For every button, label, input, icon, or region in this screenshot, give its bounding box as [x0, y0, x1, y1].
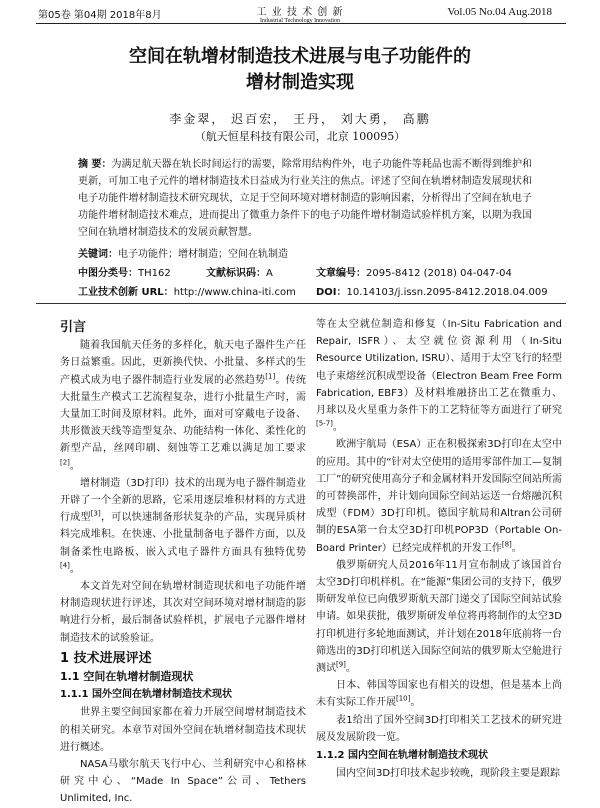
citation: [2] — [60, 458, 70, 467]
intro-paragraph-2 — [60, 475, 306, 578]
section-1-1-2-heading: 1.1.2 国内空间在轨增材制造技术现状 — [316, 750, 488, 762]
article-number-label: 文章编号： — [316, 268, 366, 279]
text-span: 。 — [410, 697, 421, 709]
paper-title-line-1: 空间在轨增材制造技术进展与电子功能件的 — [129, 46, 471, 67]
text-span: 。 — [69, 563, 80, 575]
text-span: 。 — [345, 663, 356, 675]
esa-paragraph — [316, 436, 562, 556]
url-value[interactable]: http://www.china-iti.com — [173, 287, 296, 298]
citation: [8] — [501, 540, 512, 549]
abstract-text: 为满足航天器在轨长时间运行的需要，除常用结构件外，电子功能件等耗品也需不断得到维护和更新，可加工电子元件的增材制造技术日益成为行业关注的焦点。评述了空间在轨增材制造发展现状和电子功能件增材制造技术研究现状，立足于空间环境对增材制造的影响因素，分析得出了空间在轨电子功能件增材制造技术难点，进而提出了微重力条件下的电子功能件增材制造试验样机方案，以期为我国空间在轨增材制造技术的发展贡献智慧。 — [78, 159, 533, 238]
nasa-paragraph: NASA马歇尔航天飞行中心、兰利研究中心和格林研究中心、“Made In Space”公司、Tethers Unlimited, Inc. — [60, 759, 306, 805]
affiliation: （航天恒星科技有限公司，北京 100095） — [194, 130, 406, 143]
url-label: 工业技术创新 URL： — [78, 287, 174, 298]
intro-paragraph-3: 本文首先对空间在轨增材制造现状和电子功能件增材制造现状进行评述，其次对空间环境对增材制造的影响进行分析，最后制备试验样机，扩展电子元器件增材制造技术的试验验证。 — [60, 581, 306, 644]
keywords-text: 电子功能件；增材制造；空间在轨制造 — [118, 249, 288, 260]
doi-label: DOI： — [316, 287, 347, 298]
isfr-paragraph — [316, 316, 562, 436]
intro-paragraph-1 — [60, 337, 306, 475]
clc-field — [78, 264, 171, 279]
text-span: 等在太空就位制造和修复（In-Situ Fabrication and Repair, ISFR）、太空就位资源利用（In-Situ Resource Utilization, ISRU）、适用于太空飞行的轻型电子束熔丝沉积成型设备（Electron Beam Free Form Fabrication, EBF3）及材料堆融挤出工艺在微重力、月球以及火星重力条件下的工艺特征等方面进行了研究 — [316, 319, 562, 417]
text-span: 俄罗斯研究人员2016年11月宣布制成了该国首台太空3D打印机样机。在“能源”集团公司的支持下，俄罗斯研发单位已向俄罗斯航天部门递交了国际空间站试验申请。如果获批，俄罗斯研发单位将再将制作的太空3D打印机进行多轮地面测试，并计划在2018年底前将一台筛选出的3D打印机送入国际空间站的俄罗斯太空舱进行测试 — [316, 559, 562, 675]
clc-label: 中图分类号： — [78, 268, 138, 279]
doc-code-field — [206, 264, 273, 279]
section-1-heading: 1 技术进展评述 — [60, 650, 152, 666]
citation: [1] — [265, 372, 276, 381]
journal-name-en: Industrial Technology Innovation — [259, 18, 341, 24]
text-span: 。 — [332, 422, 343, 434]
text-span: 日本、韩国等国家也有相关的设想，但是基本上尚未有实际工作开展 — [316, 680, 562, 709]
right-column — [316, 316, 562, 782]
text-span: ，可以快速制备形状复杂的产品，实现异质材料完成堆积。在快速、小批量制备电子器件方面，以及制备柔性电路板、嵌入式电子器件方面具有独特优势 — [60, 512, 307, 558]
keywords-row — [78, 245, 538, 260]
doc-code-label: 文献标识码： — [206, 268, 266, 279]
article-number-value: 2095-8412 (2018) 04-047-04 — [366, 268, 512, 279]
authors: 李金翠， 迟百宏， 王丹， 刘大勇， 高鹏 — [169, 112, 431, 126]
doi-field — [316, 283, 548, 298]
journal-name-cn: 工 业 技 术 创 新 — [256, 7, 344, 18]
russia-paragraph — [316, 557, 562, 677]
citation: [10] — [396, 695, 411, 704]
keywords-label: 关键词： — [78, 249, 118, 260]
text-span: 增材制造（3D打印）技术的出现为电子器件制造业开辟了一个全新的思路，它采用逐层堆积材料的方式进行成型 — [60, 477, 306, 524]
section-1-1-1-heading: 1.1.1 国外空间在轨增材制造技术现状 — [60, 689, 232, 701]
section-1-1-heading: 1.1 空间在轨增材制造现状 — [60, 670, 194, 684]
citation: [3] — [90, 509, 101, 518]
meta-divider — [36, 303, 566, 304]
japan-paragraph — [316, 677, 562, 711]
doi-value: 10.14103/j.issn.2095-8412.2018.04.009 — [346, 287, 548, 298]
url-field — [78, 283, 296, 298]
text-span: 随着我国航天任务的多样化，航天电子器件生产任务日益繁重。因此，更新换代快、小批量、多样式的生产模式成为电子器件制造行业发展的必然趋势 — [60, 340, 306, 386]
doc-code-value: A — [266, 268, 273, 279]
paper-title-line-2: 增材制造实现 — [246, 72, 354, 93]
issue-info-right: Vol.05 No.04 Aug.2018 — [447, 6, 552, 18]
intro-heading: 引言 — [60, 320, 87, 335]
clc-value: TH162 — [138, 268, 171, 279]
text-span: 。传统大批量生产模式工艺流程复杂，进行小批量生产时，需大量加工时间及原材料。此外，面对可穿戴电子设备、共形微波天线等造型复杂、功能结构一体化、柔性化的新型产品，丝网印刷、刻蚀等工艺难以满足加工要求 — [60, 374, 307, 455]
abstract — [78, 156, 532, 241]
text-span: 。 — [511, 542, 522, 554]
table-reference-paragraph: 表1给出了国外空间3D打印相关工艺技术的研究进展及发展阶段一览。 — [316, 714, 562, 743]
header-divider — [36, 23, 566, 24]
text-span: 。 — [69, 460, 80, 472]
issue-info-left: 第05卷 第04期 2018年8月 — [38, 10, 162, 21]
left-column — [60, 316, 306, 808]
citation: [4] — [60, 561, 70, 570]
citation: [5-7] — [316, 419, 333, 428]
abstract-label: 摘 要： — [78, 159, 112, 170]
domestic-paragraph: 国内空间3D打印技术起步较晚，现阶段主要是跟踪 — [336, 768, 561, 780]
foreign-paragraph: 世界主要空间国家都在着力开展空间增材制造技术的相关研究。本章节对国外空间在轨增材制造技术现状进行概述。 — [60, 707, 306, 753]
text-span: 欧洲宇航局（ESA）正在积极探索3D打印在太空中的应用。其中的“针对太空使用的适用零部件加工—复制工厂”的研究使用高分子和金属材料开发国际空间站所需的可替换部件，并计划向国际空间站运送一台熔融沉积成型（FDM）3D打印机。德国宇航局和Altran公司研制的ESA第一台太空3D打印机POP3D（Portable On-Board Printer）已经完成样机的开发工作 — [316, 439, 562, 554]
article-number-field — [316, 264, 512, 279]
citation: [9] — [336, 660, 346, 669]
